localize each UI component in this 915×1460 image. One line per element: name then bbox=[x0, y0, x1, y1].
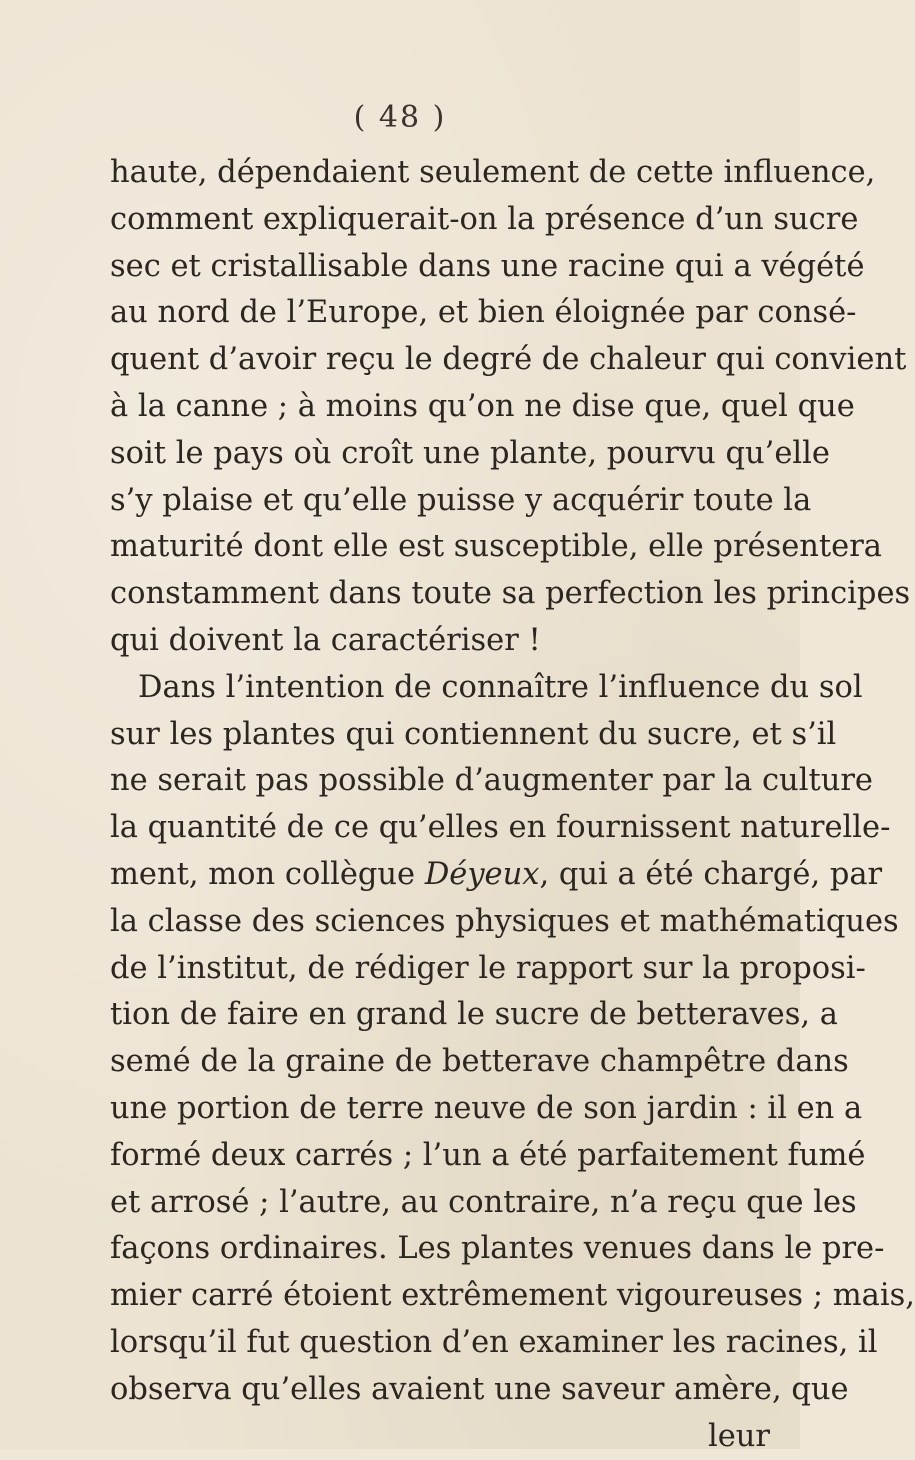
text-line: quent d’avoir reçu le degré de chaleur qui convient bbox=[110, 342, 907, 378]
text-line: s’y plaise et qu’elle puisse y acquérir toute la bbox=[110, 482, 812, 518]
text-segment: ment, mon collègue bbox=[110, 856, 425, 892]
text-line: maturité dont elle est susceptible, elle présentera bbox=[110, 529, 882, 565]
text-line: formé deux carrés ; l’un a été parfaitement fumé bbox=[110, 1137, 866, 1173]
text-line: tion de faire en grand le sucre de betteraves, a bbox=[110, 997, 838, 1033]
text-line: haute, dépendaient seulement de cette influence, bbox=[110, 155, 876, 190]
text-line-with-italic bbox=[110, 852, 883, 899]
text-line: à la canne ; à moins qu’on ne dise que, quel que bbox=[110, 388, 855, 424]
text-line: au nord de l’Europe, et bien éloignée par consé- bbox=[110, 295, 857, 331]
text-segment: , qui a été chargé, par bbox=[539, 856, 883, 892]
text-line: constamment dans toute sa perfection les principes bbox=[110, 576, 911, 612]
text-line: lorsqu’il fut question d’en examiner les racines, il bbox=[110, 1324, 878, 1360]
text-line: comment expliquerait-on la présence d’un sucre bbox=[110, 201, 859, 237]
catchword: leur bbox=[707, 1418, 770, 1454]
text-line-paragraph-start: Dans l’intention de connaître l’influence du sol bbox=[138, 669, 863, 705]
text-line: une portion de terre neuve de son jardin : il en a bbox=[110, 1090, 863, 1126]
text-line: façons ordinaires. Les plantes venues dans le pre- bbox=[110, 1231, 885, 1267]
text-line: et arrosé ; l’autre, au contraire, n’a reçu que les bbox=[110, 1184, 857, 1220]
text-line: sec et cristallisable dans une racine qui a végété bbox=[110, 248, 865, 284]
text-line: de l’institut, de rédiger le rapport sur la proposi- bbox=[110, 950, 866, 986]
text-line: observa qu’elles avaient une saveur amère, que bbox=[110, 1371, 849, 1407]
text-line: mier carré étoient extrêmement vigoureuses ; mais, bbox=[110, 1278, 915, 1314]
text-line: ne serait pas possible d’augmenter par la culture bbox=[110, 763, 873, 799]
body-text bbox=[110, 150, 915, 1460]
text-line-paragraph-end: qui doivent la caractériser ! bbox=[110, 622, 541, 658]
text-line: la quantité de ce qu’elles en fournissent naturelle- bbox=[110, 810, 891, 846]
text-line: la classe des sciences physiques et mathématiques bbox=[110, 903, 899, 939]
italic-name: Déyeux bbox=[424, 856, 540, 892]
text-line: sur les plantes qui contiennent du sucre, et s’il bbox=[110, 716, 837, 752]
page-number: ( 48 ) bbox=[353, 100, 447, 135]
text-line: semé de la graine de betterave champêtre dans bbox=[110, 1044, 849, 1080]
text-line: soit le pays où croît une plante, pourvu qu’elle bbox=[110, 435, 830, 471]
